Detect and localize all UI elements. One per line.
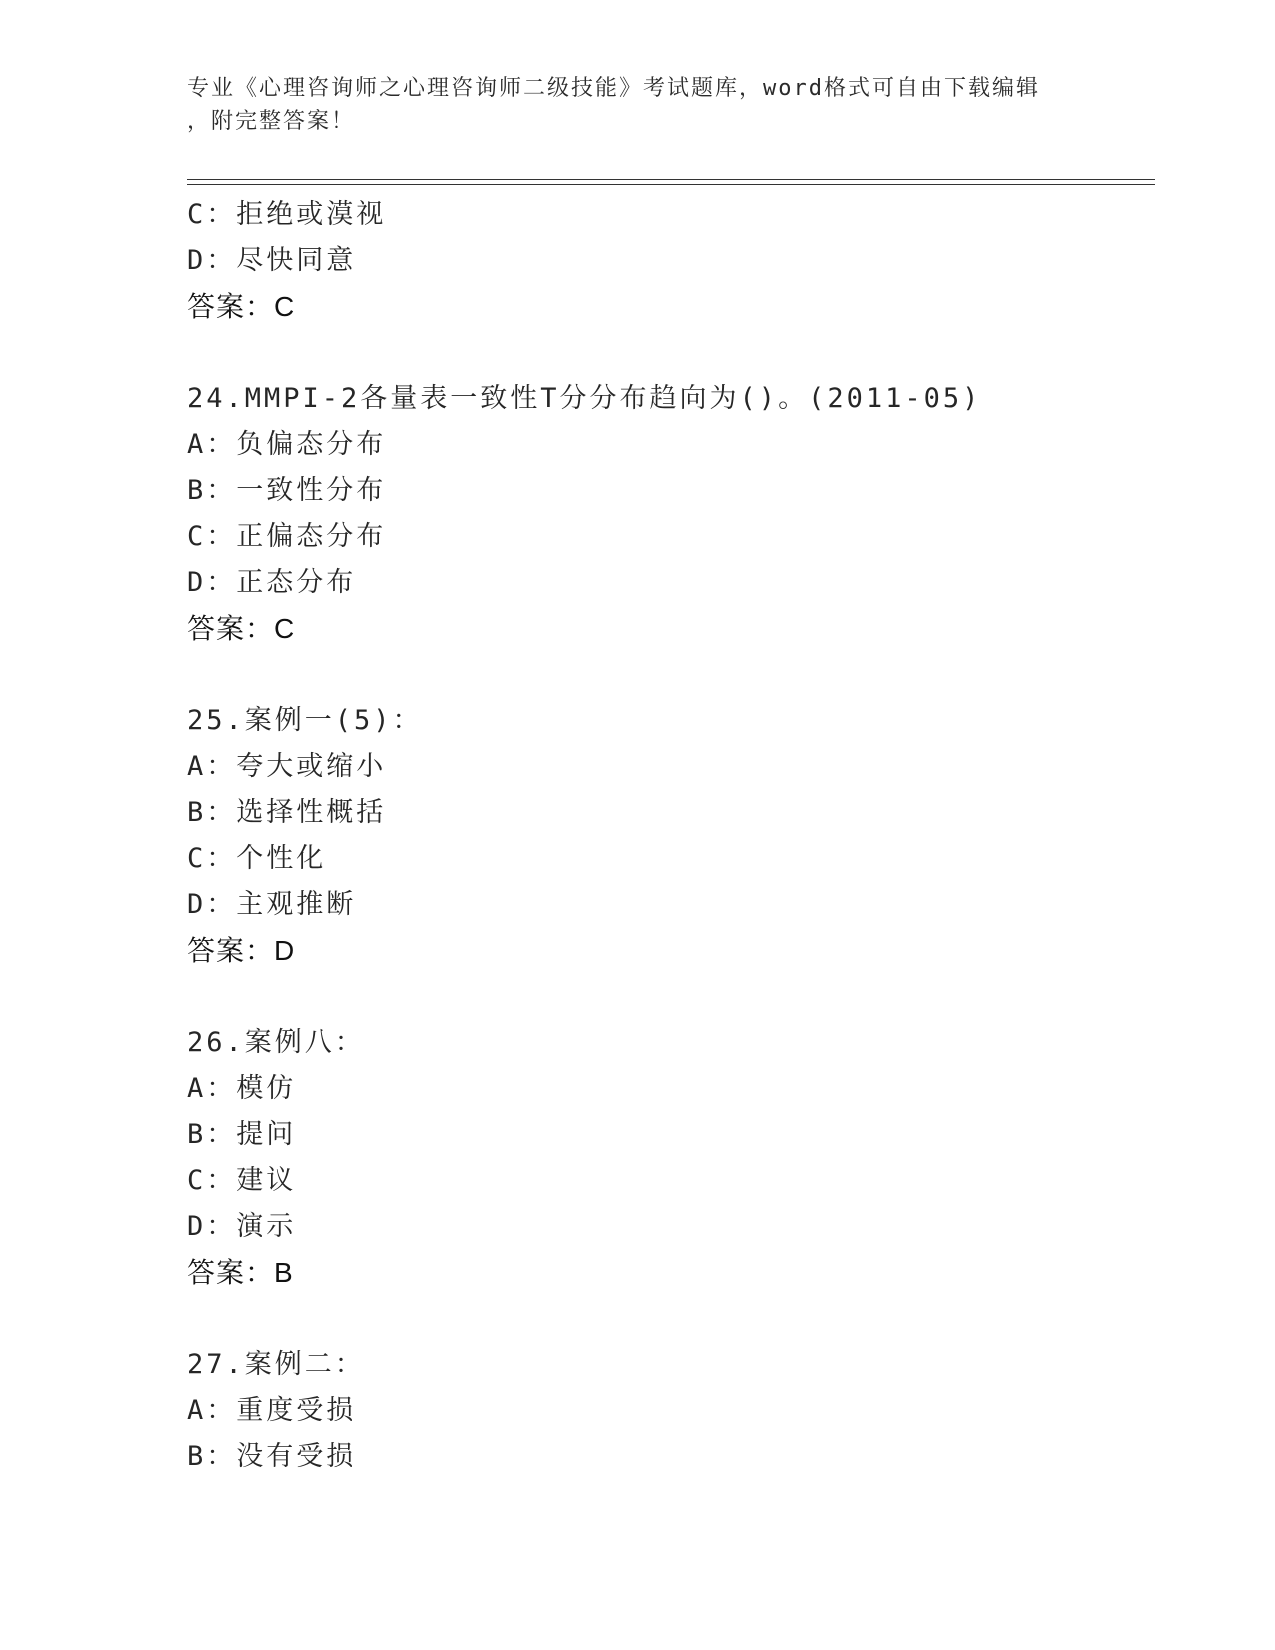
spacer: [187, 974, 1155, 1020]
header-title-line: 专业《心理咨询师之心理咨询师二级技能》考试题库，word格式可自由下载编辑: [187, 76, 1040, 101]
option-a: A：重度受损: [187, 1395, 357, 1426]
answer-line: 答案：D: [187, 935, 296, 966]
option-d: D：尽快同意: [187, 245, 357, 276]
document-header: [187, 72, 1087, 138]
answer-line: 答案：B: [187, 1257, 294, 1288]
option-b: B：没有受损: [187, 1441, 357, 1472]
option-a: A：负偏态分布: [187, 429, 387, 460]
option-c: C：个性化: [187, 843, 327, 874]
spacer: [187, 652, 1155, 698]
option-d: D：主观推断: [187, 889, 357, 920]
answer-line: 答案：C: [187, 291, 296, 322]
option-c: C：正偏态分布: [187, 521, 387, 552]
spacer: [187, 1296, 1155, 1342]
answer-line: 答案：C: [187, 613, 296, 644]
header-title-continuation: ，附完整答案！: [187, 109, 356, 134]
option-b: B：一致性分布: [187, 475, 387, 506]
option-c: C：拒绝或漠视: [187, 199, 387, 230]
option-d: D：演示: [187, 1211, 297, 1242]
option-c: C：建议: [187, 1165, 297, 1196]
question-27: 27.案例二：: [187, 1349, 365, 1380]
option-a: A：模仿: [187, 1073, 297, 1104]
option-a: A：夸大或缩小: [187, 751, 387, 782]
option-b: B：选择性概括: [187, 797, 387, 828]
option-b: B：提问: [187, 1119, 297, 1150]
header-divider-top: [187, 179, 1155, 180]
option-d: D：正态分布: [187, 567, 357, 598]
spacer: [187, 330, 1155, 376]
question-24: 24.MMPI-2各量表一致性T分分布趋向为()。(2011-05): [187, 383, 982, 414]
header-divider-bottom: [187, 184, 1155, 185]
question-list: [187, 192, 1155, 1480]
question-26: 26.案例八：: [187, 1027, 365, 1058]
question-25: 25.案例一(5)：: [187, 705, 423, 736]
